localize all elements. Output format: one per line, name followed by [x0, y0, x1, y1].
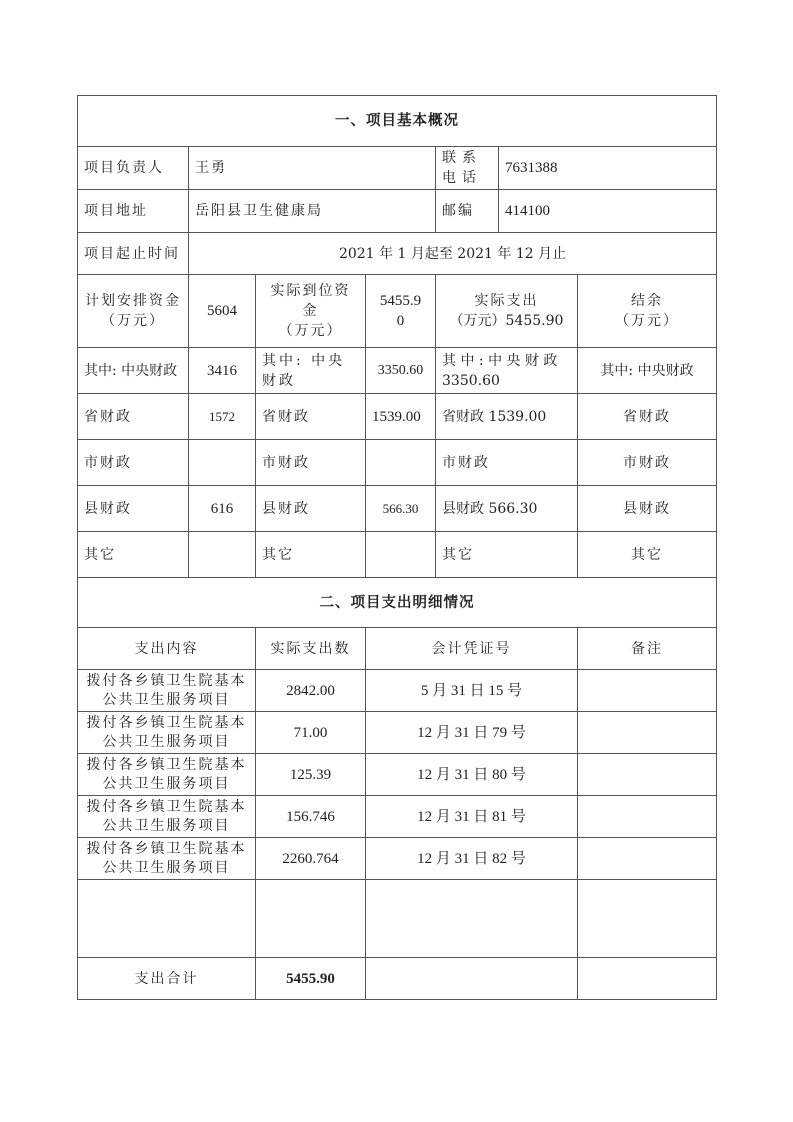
zip-label: 邮编 [436, 190, 499, 233]
funds-row-actual-value [366, 440, 436, 486]
person-label: 项目负责人 [78, 147, 189, 190]
planned-funds-value: 5604 [189, 275, 256, 348]
actual-funds-value-line2: 0 [396, 313, 405, 329]
phone-label: 联系电话 [436, 147, 499, 190]
phone-value: 7631388 [499, 147, 717, 190]
funds-row-spent: 其 中 : 中 央 财 政 3350.60 [436, 348, 578, 394]
funds-row-plan-label: 县财政 [78, 486, 189, 532]
expense-note [578, 712, 717, 754]
period-label: 项目起止时间 [78, 233, 189, 275]
expense-content-line2: 公共卫生服务项目 [102, 775, 231, 792]
expense-voucher: 12 月 31 日 80 号 [366, 754, 578, 796]
funds-row-actual-label: 其中: 中央财政 [256, 348, 366, 394]
funds-row-plan-label: 其中: 中央财政 [78, 348, 189, 394]
expense-content-line1: 拨付各乡镇卫生院基本 [86, 714, 247, 731]
expense-content [78, 712, 256, 754]
expense-content-line1: 拨付各乡镇卫生院基本 [86, 672, 247, 689]
expense-row [78, 754, 717, 796]
expense-content-line1: 拨付各乡镇卫生院基本 [86, 756, 247, 773]
expense-amount: 125.39 [256, 754, 366, 796]
funds-row-actual-label: 县财政 [256, 486, 366, 532]
funds-row-plan-label: 省财政 [78, 394, 189, 440]
empty-cell [78, 880, 256, 958]
actual-funds-label-line1: 实际到位资 [270, 283, 351, 299]
funds-row [78, 394, 717, 440]
total-label: 支出合计 [78, 958, 256, 1000]
expense-row-empty [78, 880, 717, 958]
person-value: 王勇 [189, 147, 436, 190]
expense-amount: 2260.764 [256, 838, 366, 880]
expense-content-line2: 公共卫生服务项目 [102, 733, 231, 750]
expense-row [78, 712, 717, 754]
total-value: 5455.90 [256, 958, 366, 1000]
funds-row-spent: 其它 [436, 532, 578, 578]
expense-voucher: 12 月 31 日 82 号 [366, 838, 578, 880]
funds-row [78, 348, 717, 394]
funds-row [78, 440, 717, 486]
address-value: 岳阳县卫生健康局 [189, 190, 436, 233]
funds-row-actual-value [366, 532, 436, 578]
col-header-content: 支出内容 [78, 628, 256, 670]
empty-cell [256, 880, 366, 958]
funds-row-plan-value: 3416 [189, 348, 256, 394]
funds-row-spent: 省财政 1539.00 [436, 394, 578, 440]
section2-title: 二、项目支出明细情况 [78, 578, 717, 628]
actual-funds-value-line1: 5455.9 [379, 293, 422, 309]
actual-funds-label [256, 275, 366, 348]
expense-content-line2: 公共卫生服务项目 [102, 691, 231, 708]
expense-total-row [78, 958, 717, 1000]
expense-content-line1: 拨付各乡镇卫生院基本 [86, 840, 247, 857]
funds-row-balance: 省财政 [578, 394, 717, 440]
expense-amount: 156.746 [256, 796, 366, 838]
funds-row-actual-value: 3350.60 [366, 348, 436, 394]
expense-header-row [78, 628, 717, 670]
expense-amount: 2842.00 [256, 670, 366, 712]
expense-content-line1: 拨付各乡镇卫生院基本 [86, 798, 247, 815]
expense-content [78, 754, 256, 796]
balance-label [578, 275, 717, 348]
zip-value: 414100 [499, 190, 717, 233]
address-label: 项目地址 [78, 190, 189, 233]
period-value: 2021 年 1 月起至 2021 年 12 月止 [189, 233, 717, 275]
empty-cell [366, 958, 578, 1000]
funds-row-plan-label: 其它 [78, 532, 189, 578]
planned-funds-label [78, 275, 189, 348]
funds-row-plan-value: 1572 [189, 394, 256, 440]
funds-row-plan-value: 616 [189, 486, 256, 532]
funds-row-actual-value: 1539.00 [366, 394, 436, 440]
actual-funds-value [366, 275, 436, 348]
funds-row-spent: 县财政 566.30 [436, 486, 578, 532]
col-header-note: 备注 [578, 628, 717, 670]
funds-row [78, 532, 717, 578]
expense-note [578, 670, 717, 712]
section1-title: 一、项目基本概况 [78, 96, 717, 147]
expense-amount: 71.00 [256, 712, 366, 754]
funds-row-plan-value [189, 532, 256, 578]
planned-funds-label-line1: 计划安排资金 [85, 293, 181, 309]
expense-content [78, 838, 256, 880]
funds-row-balance: 其它 [578, 532, 717, 578]
funds-row-balance: 县财政 [578, 486, 717, 532]
expense-row [78, 796, 717, 838]
expense-content [78, 670, 256, 712]
expense-content-line2: 公共卫生服务项目 [102, 817, 231, 834]
balance-label-line2: （万元） [615, 313, 680, 329]
spent-label-line2: （万元）5455.90 [449, 313, 564, 329]
expense-row [78, 838, 717, 880]
actual-funds-label-line2: 金 [302, 303, 319, 319]
balance-label-line1: 结余 [631, 293, 664, 309]
funds-row [78, 486, 717, 532]
expense-note [578, 754, 717, 796]
expense-note [578, 838, 717, 880]
funds-row-actual-label: 其它 [256, 532, 366, 578]
expense-note [578, 796, 717, 838]
empty-cell [366, 880, 578, 958]
planned-funds-label-line2: （万元） [101, 313, 165, 329]
empty-cell [578, 880, 717, 958]
funds-row-spent: 市财政 [436, 440, 578, 486]
funds-row-balance: 其中: 中央财政 [578, 348, 717, 394]
expense-row [78, 670, 717, 712]
funds-row-balance: 市财政 [578, 440, 717, 486]
project-report-table [77, 95, 717, 1000]
funds-row-actual-value: 566.30 [366, 486, 436, 532]
actual-funds-label-line3: （万元） [278, 323, 343, 339]
spent-label-line1: 实际支出 [474, 293, 539, 309]
expense-content-line2: 公共卫生服务项目 [102, 859, 231, 876]
col-header-voucher: 会计凭证号 [366, 628, 578, 670]
funds-row-actual-label: 市财政 [256, 440, 366, 486]
funds-row-actual-label: 省财政 [256, 394, 366, 440]
spent-label [436, 275, 578, 348]
expense-content [78, 796, 256, 838]
expense-voucher: 12 月 31 日 81 号 [366, 796, 578, 838]
expense-voucher: 12 月 31 日 79 号 [366, 712, 578, 754]
funds-row-plan-label: 市财政 [78, 440, 189, 486]
expense-voucher: 5 月 31 日 15 号 [366, 670, 578, 712]
empty-cell [578, 958, 717, 1000]
col-header-amount: 实际支出数 [256, 628, 366, 670]
funds-row-plan-value [189, 440, 256, 486]
